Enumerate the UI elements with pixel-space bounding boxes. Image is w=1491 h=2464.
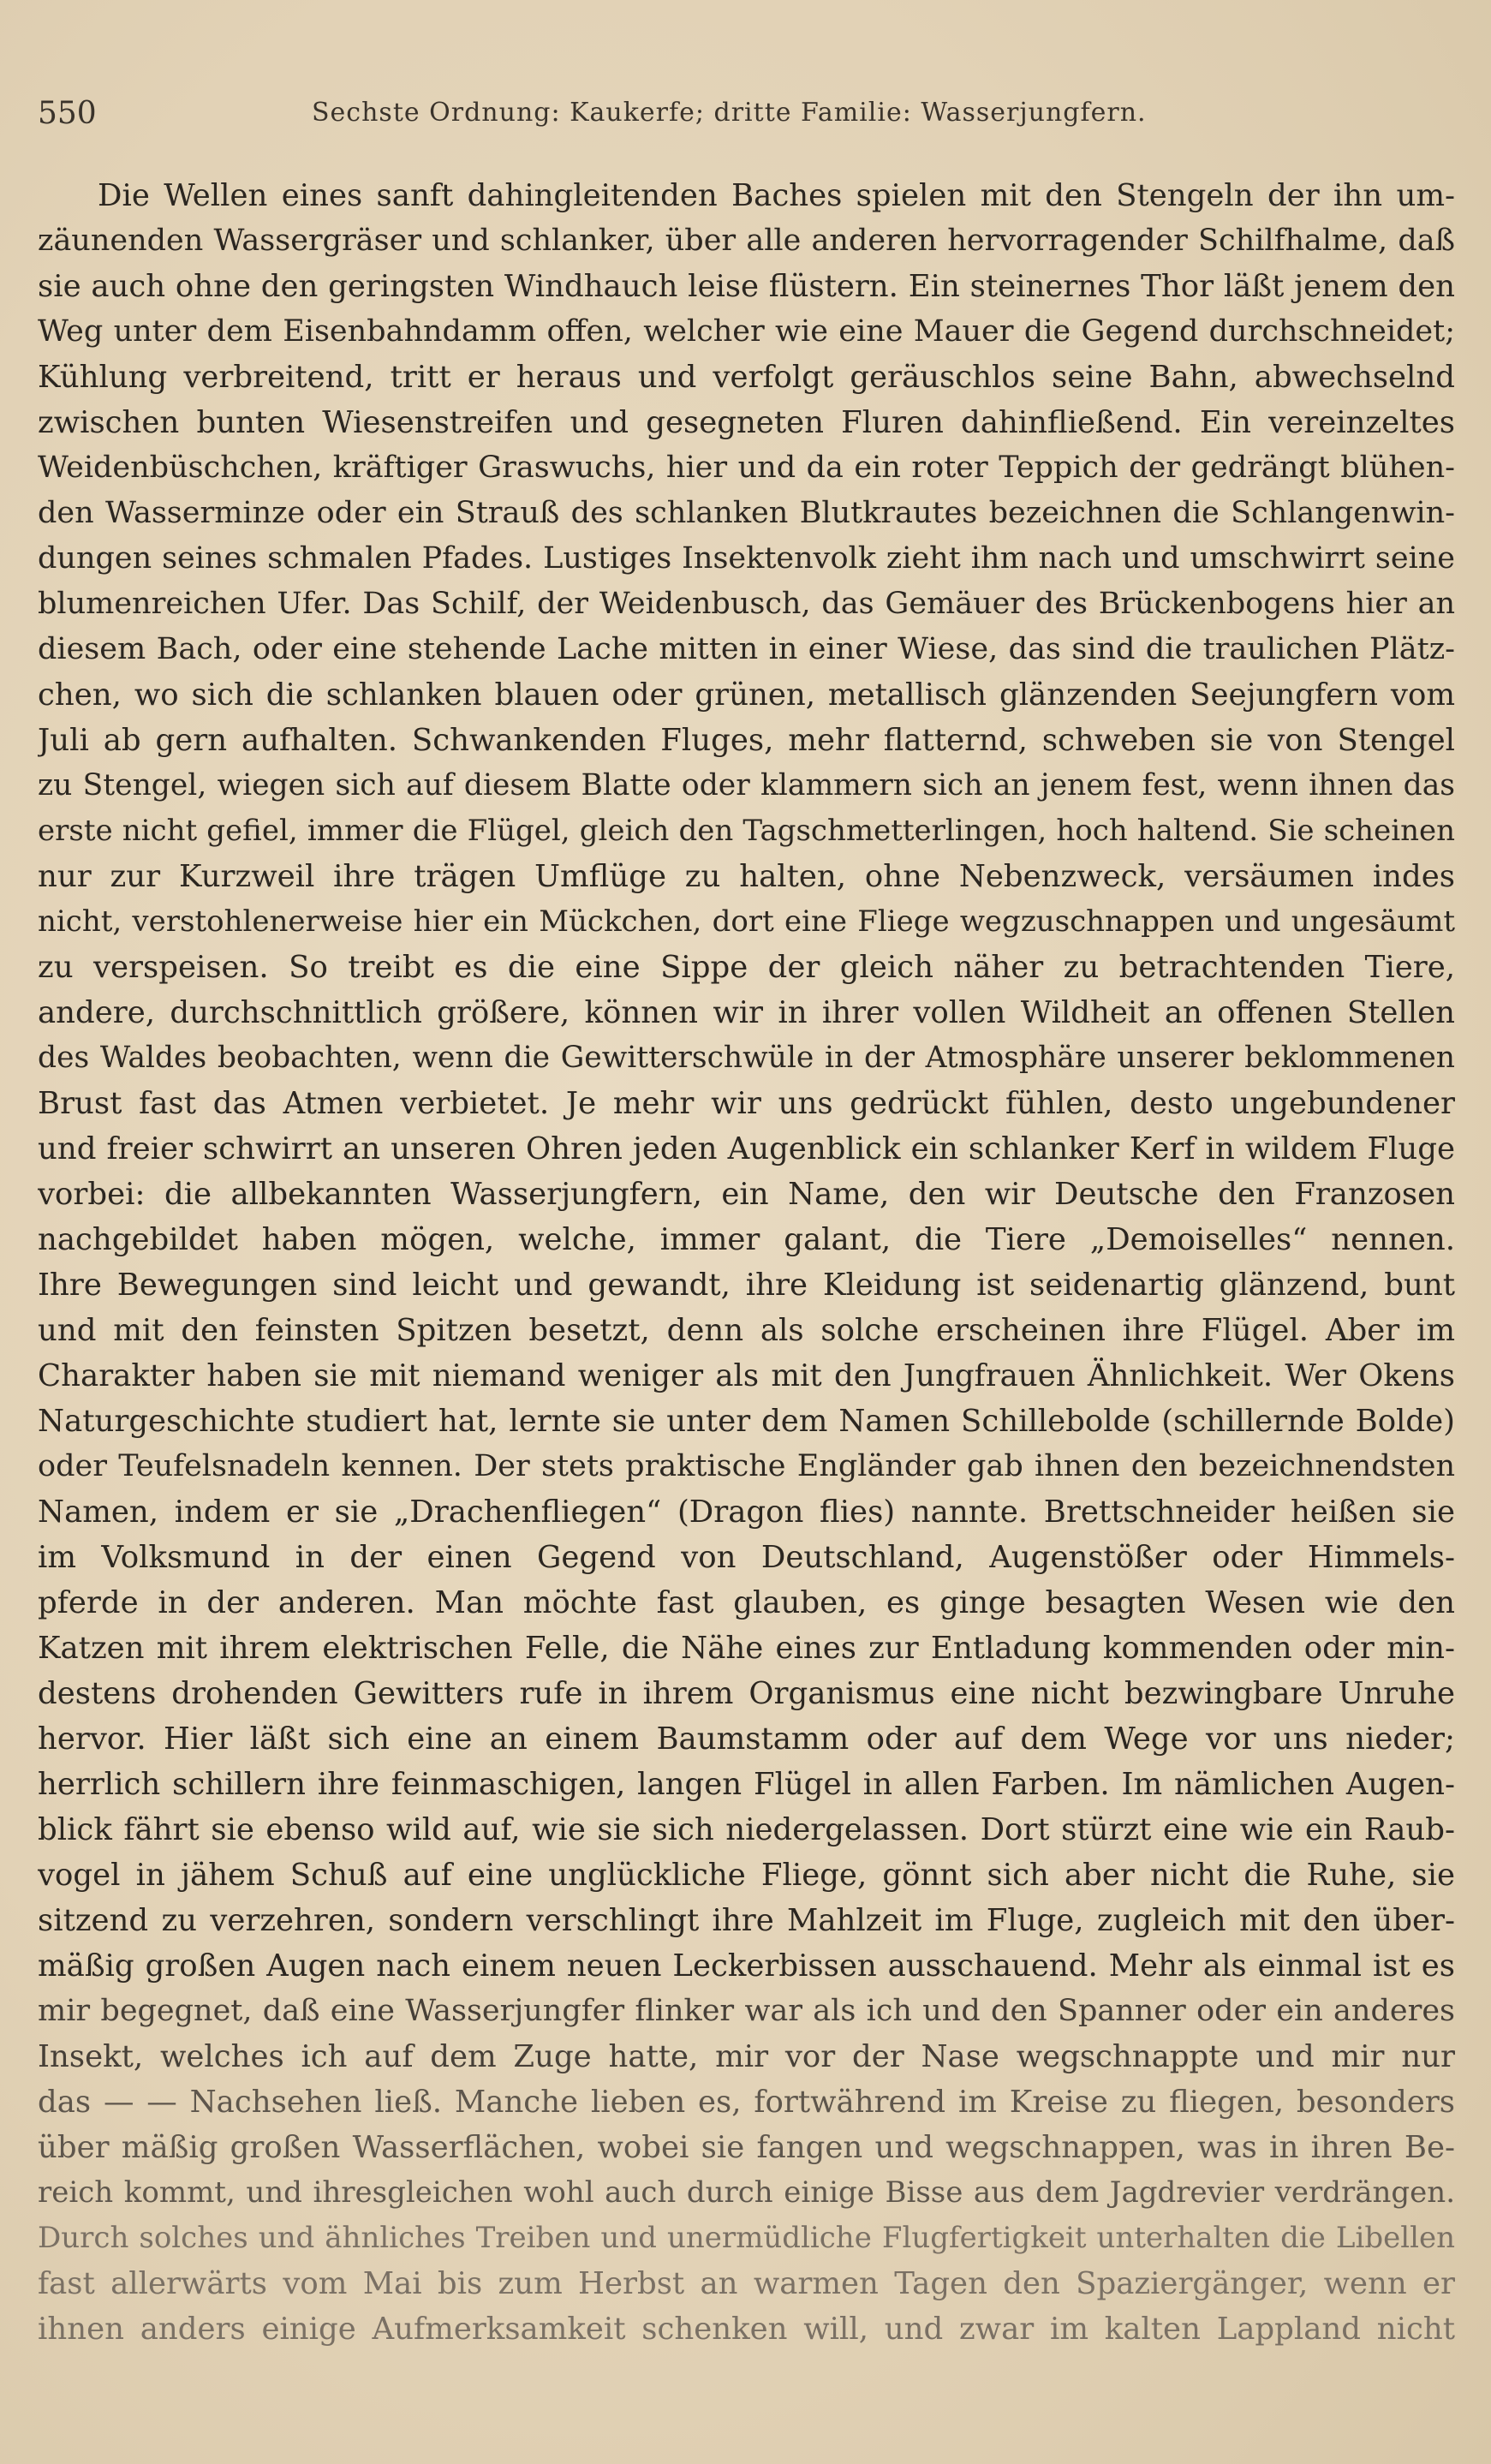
text-line: Durch solches und ähnliches Treiben und unermüdliche Flugfertigkeit unterhalten die Libellen [38, 2221, 1455, 2255]
text-line: das — — Nachsehen ließ. Manche lieben es, fortwährend im Kreise zu fliegen, besonders [38, 2085, 1455, 2120]
text-line: Insekt, welches ich auf dem Zuge hatte, mir vor der Nase wegschnappte und mir nur [38, 2039, 1455, 2074]
text-line: zu Stengel, wiegen sich auf diesem Blatte oder klammern sich an jenem fest, wenn ihnen das [38, 768, 1455, 802]
text-line: oder Teufelsnadeln kennen. Der stets praktische Engländer gab ihnen den bezeichnendsten [38, 1449, 1455, 1483]
text-line: Namen, indem er sie „Drachenfliegen“ (Dragon flies) nannte. Brettschneider heißen sie [38, 1495, 1455, 1530]
running-head-title: Sechste Ordnung: Kaukerfe; dritte Familie: Wasserjungfern. [312, 98, 1147, 128]
text-line: herrlich schillern ihre feinmaschigen, langen Flügel in allen Farben. Im nämlichen Augen- [38, 1767, 1455, 1802]
text-line: chen, wo sich die schlanken blauen oder grünen, metallisch glänzenden Seejungfern vom [38, 677, 1455, 713]
text-line: zäunenden Wassergräser und schlanker, über alle anderen hervorragender Schilfhalme, daß [38, 224, 1455, 258]
page-number: 550 [38, 96, 97, 131]
running-head [38, 96, 1455, 139]
text-line: Weg unter dem Eisenbahndamm offen, welcher wie eine Mauer die Gegend durchschneidet; [38, 314, 1455, 349]
text-line: reich kommt, und ihresgleichen wohl auch durch einige Bisse aus dem Jagdrevier verdrängen. [38, 2175, 1455, 2210]
text-line: Naturgeschichte studiert hat, lernte sie unter dem Namen Schillebolde (schillernde Bolde) [38, 1404, 1455, 1439]
text-line: Brust fast das Atmen verbietet. Je mehr wir uns gedrückt fühlen, desto ungebundener [38, 1086, 1455, 1121]
text-line: mir begegnet, daß eine Wasserjungfer flinker war als ich und den Spanner oder ein anderes [38, 1994, 1455, 2028]
text-line: des Waldes beobachten, wenn die Gewitterschwüle in der Atmosphäre unserer beklommenen [38, 1041, 1455, 1075]
text-line: nicht, verstohlenerweise hier ein Mückchen, dort eine Fliege wegzuschnappen und ungesäumt [38, 904, 1455, 939]
body-text [38, 173, 1455, 2352]
text-line: nachgebildet haben mögen, welche, immer galant, die Tiere „Demoiselles“ nennen. [38, 1222, 1455, 1257]
text-line: sitzend zu verzehren, sondern verschlingt ihre Mahlzeit im Fluge, zugleich mit den über- [38, 1903, 1455, 1938]
text-line: blumenreichen Ufer. Das Schilf, der Weidenbusch, das Gemäuer des Brückenbogens hier an [38, 587, 1455, 621]
text-line: diesem Bach, oder eine stehende Lache mitten in einer Wiese, das sind die traulichen Plätz- [38, 632, 1455, 666]
text-line: den Wasserminze oder ein Strauß des schlanken Blutkrautes bezeichnen die Schlangenwin- [38, 496, 1455, 530]
text-line: zu verspeisen. So treibt es die eine Sippe der gleich näher zu betrachtenden Tiere, [38, 950, 1455, 985]
text-line: hervor. Hier läßt sich eine an einem Baumstamm oder auf dem Wege vor uns nieder; [38, 1721, 1455, 1757]
text-line: Katzen mit ihrem elektrischen Felle, die Nähe eines zur Entladung kommenden oder min- [38, 1631, 1455, 1666]
text-line: im Volksmund in der einen Gegend von Deutschland, Augenstößer oder Himmels- [38, 1540, 1455, 1575]
text-line: und freier schwirrt an unseren Ohren jeden Augenblick ein schlanker Kerf in wildem Fluge [38, 1131, 1455, 1166]
text-line: sie auch ohne den geringsten Windhauch leise flüstern. Ein steinernes Thor läßt jenem den [38, 269, 1455, 304]
text-line: fast allerwärts vom Mai bis zum Herbst an warmen Tagen den Spaziergänger, wenn er [38, 2266, 1455, 2301]
text-line: Kühlung verbreitend, tritt er heraus und verfolgt geräuschlos seine Bahn, abwechselnd [38, 360, 1455, 395]
text-line: zwischen bunten Wiesenstreifen und gesegneten Fluren dahinfließend. Ein vereinzeltes [38, 405, 1455, 440]
text-line: vorbei: die allbekannten Wasserjungfern, ein Name, den wir Deutsche den Franzosen [38, 1177, 1455, 1212]
text-line: pferde in der anderen. Man möchte fast glauben, es ginge besagten Wesen wie den [38, 1585, 1455, 1620]
text-line: blick fährt sie ebenso wild auf, wie sie sich niedergelassen. Dort stürzt eine wie ein Raub- [38, 1812, 1455, 1847]
text-line: Ihre Bewegungen sind leicht und gewandt, ihre Kleidung ist seidenartig glänzend, bunt [38, 1268, 1455, 1303]
text-line: Weidenbüschchen, kräftiger Graswuchs, hier und da ein roter Teppich der gedrängt blühen- [38, 450, 1455, 485]
text-line: vogel in jähem Schuß auf eine unglückliche Fliege, gönnt sich aber nicht die Ruhe, sie [38, 1858, 1455, 1893]
text-line: über mäßig großen Wasserflächen, wobei sie fangen und wegschnappen, was in ihren Be- [38, 2130, 1455, 2165]
text-line: Die Wellen eines sanft dahingleitenden Baches spielen mit den Stengeln der ihn um- [98, 178, 1455, 213]
text-line: destens drohenden Gewitters rufe in ihrem Organismus eine nicht bezwingbare Unruhe [38, 1676, 1455, 1711]
text-line: ihnen anders einige Aufmerksamkeit schenken will, und zwar im kalten Lappland nicht [38, 2312, 1455, 2347]
text-line: nur zur Kurzweil ihre trägen Umflüge zu halten, ohne Nebenzweck, versäumen indes [38, 859, 1455, 894]
text-line: Charakter haben sie mit niemand weniger als mit den Jungfrauen Ähnlichkeit. Wer Okens [38, 1358, 1455, 1393]
text-line: erste nicht gefiel, immer die Flügel, gleich den Tagschmetterlingen, hoch haltend. Sie scheinen [38, 814, 1455, 848]
text-line: dungen seines schmalen Pfades. Lustiges Insektenvolk zieht ihm nach und umschwirrt seine [38, 541, 1455, 576]
text-line: mäßig großen Augen nach einem neuen Leckerbissen ausschauend. Mehr als einmal ist es [38, 1948, 1455, 1984]
text-line: Juli ab gern aufhalten. Schwankenden Fluges, mehr flatternd, schweben sie von Stengel [38, 723, 1455, 758]
text-line: und mit den feinsten Spitzen besetzt, denn als solche erscheinen ihre Flügel. Aber im [38, 1313, 1455, 1348]
text-line: andere, durchschnittlich größere, können wir in ihrer vollen Wildheit an offenen Stellen [38, 995, 1455, 1030]
